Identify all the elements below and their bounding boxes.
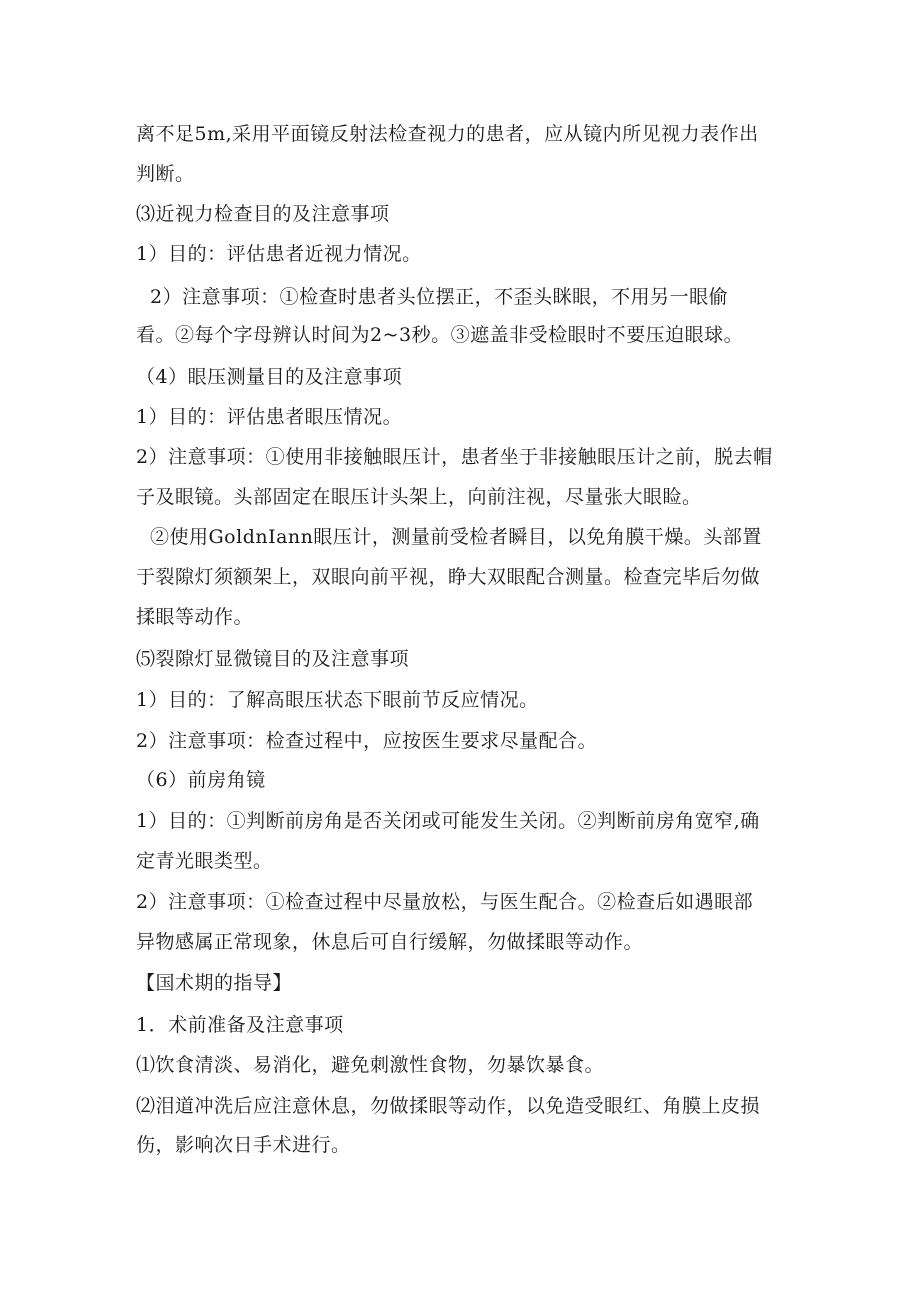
text-line: 1）目的：评估患者眼压情况。 xyxy=(136,406,403,428)
text-line: ⑵泪道冲洗后应注意休息，勿做揉眼等动作，以免造受眼红、角膜上皮损 xyxy=(136,1095,761,1117)
text-line: 2）注意事项：检查过程中，应按医生要求尽量配合。 xyxy=(136,730,598,752)
text-line: 看。②每个字母辨认时间为2~3秒。③遮盖非受检眼时不要压迫眼球。 xyxy=(136,324,744,346)
text-line: 1）目的：了解高眼压状态下眼前节反应情况。 xyxy=(136,689,539,711)
text-line: 伤，影响次日手术进行。 xyxy=(136,1134,351,1156)
text-line: 2）注意事项：①使用非接触眼压计，患者坐于非接触眼压计之前，脱去帽 xyxy=(136,446,773,468)
section-heading: ⑸裂隙灯显微镜目的及注意事项 xyxy=(136,648,410,670)
text-line: 异物感属正常现象，休息后可自行缓解，勿做揉眼等动作。 xyxy=(136,931,644,953)
text-line: ⑴饮食清淡、易消化，避免刺激性食物，勿暴饮暴食。 xyxy=(136,1054,605,1076)
section-heading: 【国术期的指导】 xyxy=(136,972,293,994)
text-line: 定青光眼类型。 xyxy=(136,850,273,872)
section-heading: 1．术前准备及注意事项 xyxy=(136,1014,344,1036)
text-line: ②使用GoldnIann眼压计，测量前受检者瞬目，以免角膜干燥。头部置 xyxy=(150,526,762,548)
text-line: 离不足5m,采用平面镜反射法检查视力的患者，应从镜内所见视力表作出 xyxy=(136,123,759,145)
section-heading: （6）前房角镜 xyxy=(136,769,266,791)
text-line: 揉眼等动作。 xyxy=(136,606,254,628)
text-line: 2）注意事项：①检查过程中尽量放松，与医生配合。②检查后如遇眼部 xyxy=(136,891,754,913)
section-heading: （4）眼压测量目的及注意事项 xyxy=(136,366,403,388)
text-line: 子及眼镜。头部固定在眼压计头架上，向前注视，尽量张大眼睑。 xyxy=(136,486,702,508)
section-heading: ⑶近视力检查目的及注意事项 xyxy=(136,203,390,225)
text-line: 1）目的：评估患者近视力情况。 xyxy=(136,243,422,265)
text-line: 于裂隙灯须额架上，双眼向前平视，睁大双眼配合测量。检查完毕后勿做 xyxy=(136,566,761,588)
text-line: 1）目的：①判断前房角是否关闭或可能发生关闭。②判断前房角宽窄,确 xyxy=(136,810,760,832)
text-line: 判断。 xyxy=(136,163,195,185)
text-line: 2）注意事项：①检查时患者头位摆正，不歪头眯眼，不用另一眼偷 xyxy=(150,286,729,308)
